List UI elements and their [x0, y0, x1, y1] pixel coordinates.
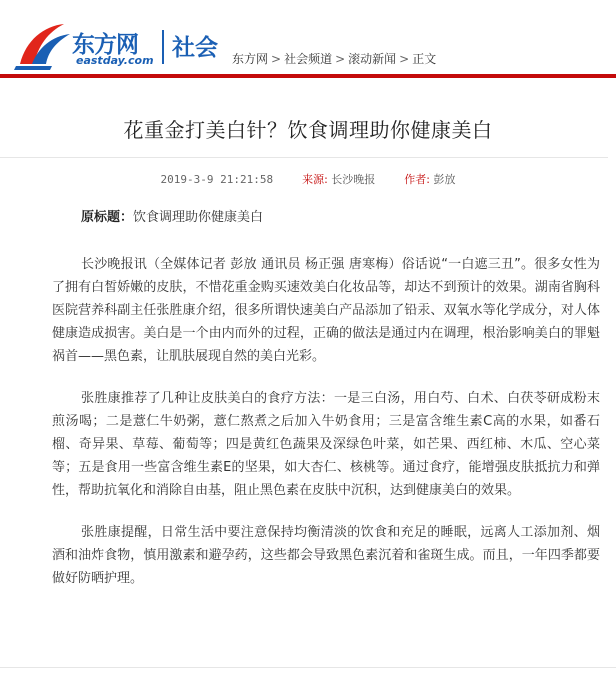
article-author: 彭放	[433, 173, 456, 186]
logo-site-domain: eastday.com	[76, 54, 154, 67]
article-paragraph: 张胜康提醒，日常生活中要注意保持均衡清淡的饮食和充足的睡眠，远离人工添加剂、烟酒和油炸食物，慎用激素和避孕药，这些都会导致黑色素沉着和雀斑生成。而且，一年四季都要做好防晒护理。	[52, 525, 600, 586]
logo-site-name: 东方网	[72, 31, 138, 57]
logo-section-name: 社会	[172, 35, 218, 61]
meta-divider	[0, 157, 608, 158]
breadcrumb-separator: >	[399, 51, 410, 66]
article-date: 2019-3-9 21:21:58	[160, 173, 274, 186]
author-label: 作者:	[404, 173, 431, 186]
breadcrumb	[232, 50, 436, 67]
breadcrumb-separator: >	[271, 51, 282, 66]
article-paragraph: 张胜康推荐了几种让皮肤美白的食疗方法：一是三白汤，用白芍、白术、白茯苓研成粉末煎汤喝；二是薏仁牛奶粥，薏仁熬煮之后加入牛奶食用；三是富含维生素C高的水果，如番石榴、奇异果、草莓、葡萄等；四是黄红色蔬果及深绿色叶菜，如芒果、西红柿、木瓜、空心菜等；五是食用一些富含维生素E的坚果，如大杏仁、核桃等。通过食疗，能增强皮肤抵抗力和弹性，帮助抗氧化和消除自由基，阻止黑色素在皮肤中沉积，达到健康美白的效果。	[52, 391, 600, 498]
article-source[interactable]: 长沙晚报	[331, 173, 376, 186]
article-paragraph: 长沙晚报讯（全媒体记者 彭放 通讯员 杨正强 唐寒梅）俗话说“一白遮三丑”。很多女性为了拥有白皙娇嫩的皮肤，不惜花重金购买速效美白化妆品等，却达不到预计的效果。湖南省胸科医院营养科副主任张胜康介绍，很多所谓快速美白产品添加了铅汞、双氧水等化学成分，对人体健康造成损害。美白是一个由内而外的过程，正确的做法是通过内在调理，根治影响美白的罪魁祸首——黑色素，让肌肤展现自然的美白光彩。	[52, 257, 600, 364]
breadcrumb-rolling-news-link[interactable]: 滚动新闻	[348, 52, 397, 66]
original-title-label: 原标题：	[81, 210, 134, 225]
article-title: 花重金打美白针？饮食调理助你健康美白	[123, 118, 493, 142]
header-red-bar	[0, 74, 616, 78]
source-label: 来源:	[302, 173, 328, 186]
logo-swoosh-icon	[12, 20, 72, 72]
site-header	[0, 0, 616, 84]
site-logo[interactable]	[12, 20, 222, 72]
original-title	[52, 206, 600, 229]
breadcrumb-current: 正文	[412, 52, 437, 66]
breadcrumb-channel-link[interactable]: 社会频道	[284, 52, 333, 66]
article-meta	[0, 171, 616, 187]
article-body	[52, 206, 600, 609]
breadcrumb-home-link[interactable]: 东方网	[232, 52, 269, 66]
logo-divider	[162, 30, 164, 64]
footer-divider	[0, 667, 616, 668]
original-title-text: 饮食调理助你健康美白	[133, 210, 264, 225]
breadcrumb-separator: >	[335, 51, 346, 66]
